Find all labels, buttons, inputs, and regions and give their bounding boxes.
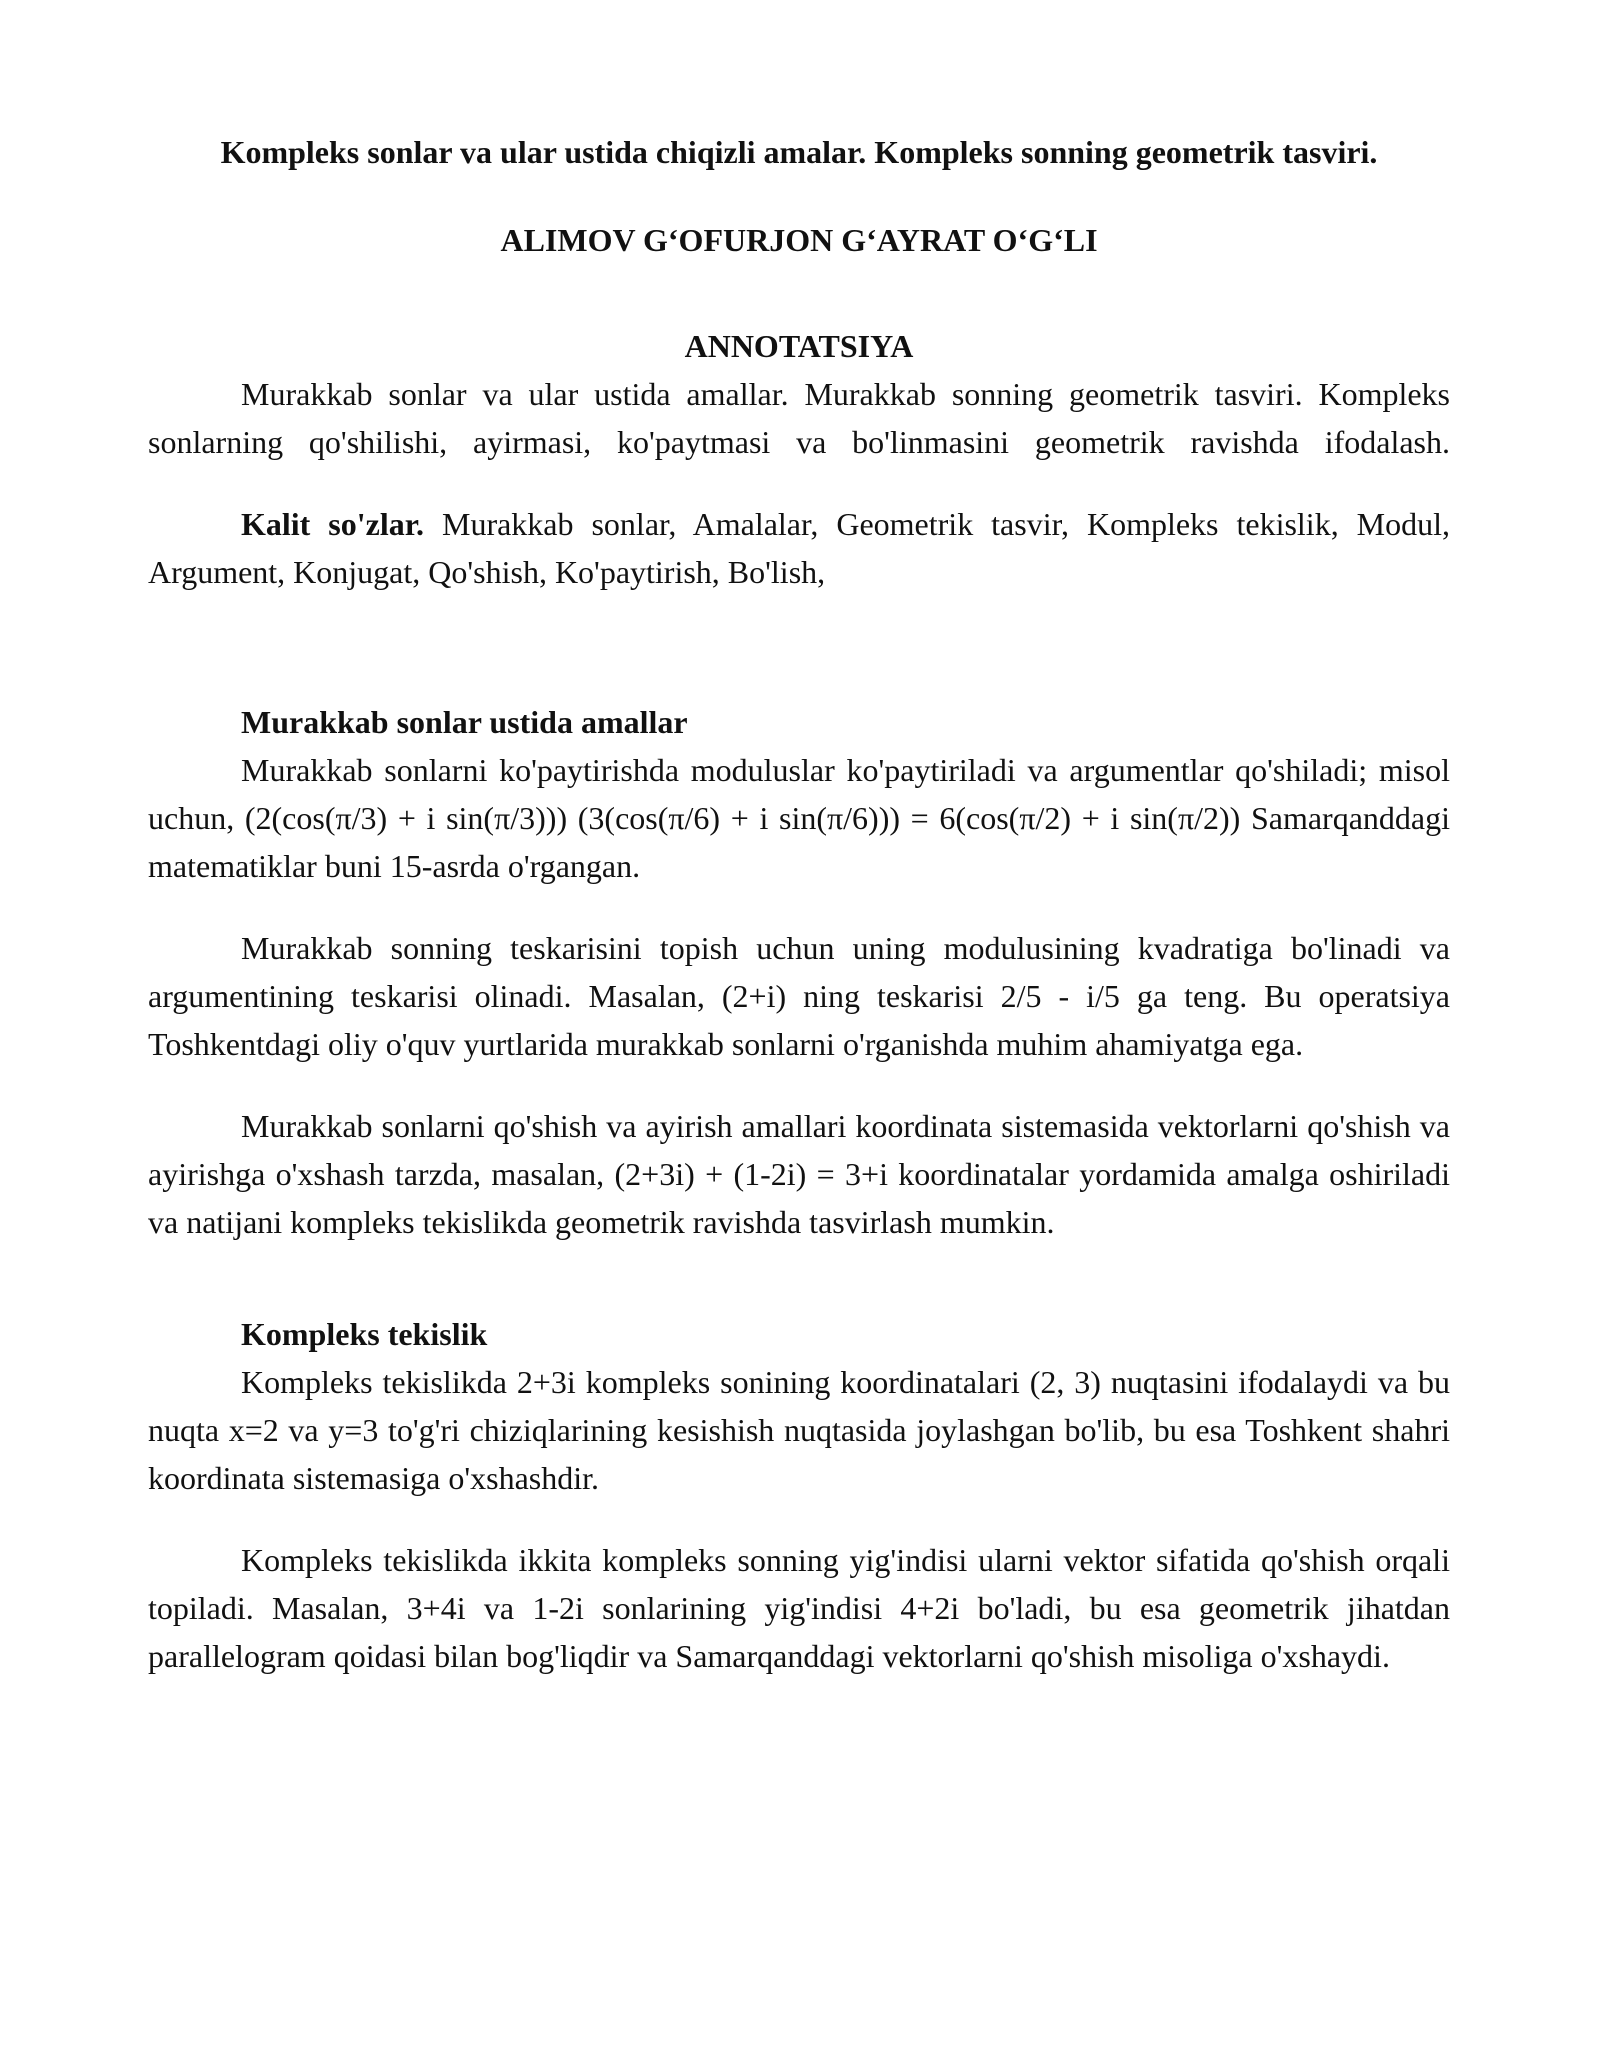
keywords-text: Murakkab sonlar, Amalalar, Geometrik tasvir, Kompleks tekislik, Modul, Argument, Konjugat, Qo'shish, Ko'paytirish, Bo'lish, [148,506,1451,590]
keywords-paragraph [148,500,1450,596]
keywords-label: Kalit so'zlar. [241,506,425,542]
paragraph-addition: Murakkab sonlarni qo'shish va ayirish amallari koordinata sistemasida vektorlarni qo'shish va ayirishga o'xshash tarzda, masalan, (2+3i) + (1-2i) = 3+i koordinatalar yordamida amalga oshiriladi va natijani kompleks tekislikda geometrik ravishda tasvirlash mumkin. [148,1108,1450,1240]
section-heading-operations: Murakkab sonlar ustida amallar [241,704,688,740]
paragraph-vector-sum: Kompleks tekislikda ikkita kompleks sonning yig'indisi ularni vektor sifatida qo'shish orqali topiladi. Masalan, 3+4i va 1-2i sonlarining yig'indisi 4+2i bo'ladi, bu esa geometrik jihatdan parallelogram qoidasi bilan bog'liqdir va Samarqanddagi vektorlarni qo'shish misoliga o'xshaydi. [148,1542,1450,1674]
annotation-text: Murakkab sonlar va ular ustida amallar. Murakkab sonning geometrik tasviri. Kompleks sonlarning qo'shilishi, ayirmasi, ko'paytmasi va bo'linmasini geometrik ravishda ifodalash. [148,376,1450,460]
document-title: Kompleks sonlar va ular ustida chiqizli amalar. Kompleks sonning geometrik tasviri. [220,134,1378,170]
author-name: ALIMOV G‘OFURJON G‘AYRAT O‘G‘LI [500,222,1098,258]
document-page [148,128,1450,1680]
paragraph-inverse: Murakkab sonning teskarisini topish uchun uning modulusining kvadratiga bo'linadi va argumentining teskarisi olinadi. Masalan, (2+i) ning teskarisi 2/5 - i/5 ga teng. Bu operatsiya Toshkentdagi oliy o'quv yurtlarida murakkab sonlarni o'rganishda muhim ahamiyatga ega. [148,930,1450,1062]
annotation-heading: ANNOTATSIYA [684,328,914,364]
section-heading-complex-plane: Kompleks tekislik [241,1316,488,1352]
paragraph-multiplication: Murakkab sonlarni ko'paytirishda moduluslar ko'paytiriladi va argumentlar qo'shiladi; misol uchun, (2(cos(π/3) + i sin(π/3))) (3(cos(π/6) + i sin(π/6))) = 6(cos(π/2) + i sin(π/2)) Samarqanddagi matematiklar buni 15-asrda o'rgangan. [148,752,1450,884]
paragraph-coordinates: Kompleks tekislikda 2+3i kompleks sonining koordinatalari (2, 3) nuqtasini ifodalaydi va bu nuqta x=2 va y=3 to'g'ri chiziqlarining kesishish nuqtasida joylashgan bo'lib, bu esa Toshkent shahri koordinata sistemasiga o'xshashdir. [148,1364,1450,1496]
